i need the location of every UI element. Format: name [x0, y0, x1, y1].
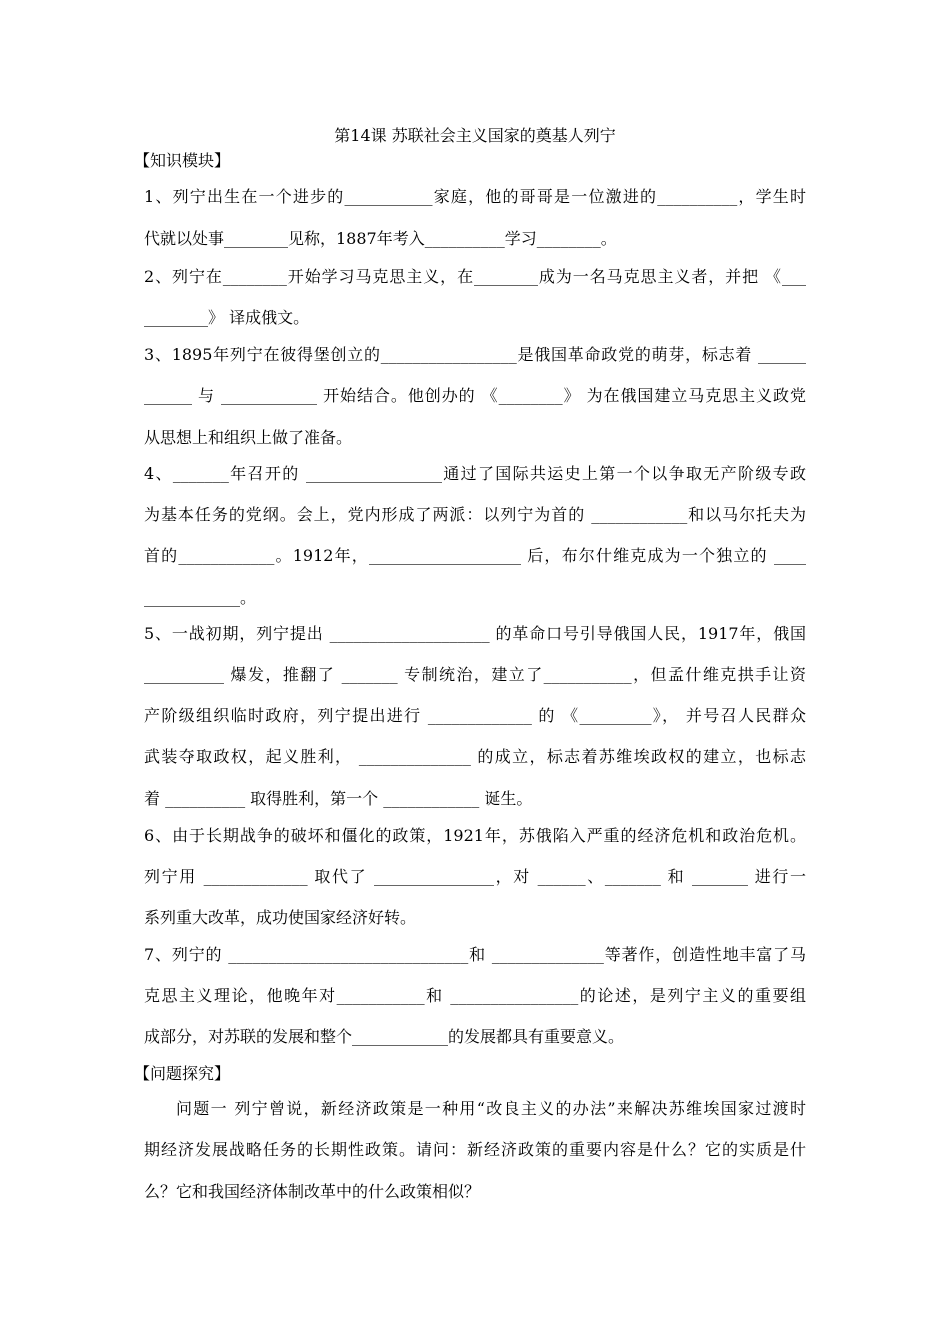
text-line: 从思想上和组织上做了准备。 [144, 428, 353, 447]
text-line: ________》 译成俄文。 [144, 308, 310, 327]
text-line: 列宁用 _____________ 取代了 _______________，对 ______、_______ 和 _______ 进行一 [144, 867, 806, 886]
text-line: 6、由于长期战争的破坏和僵化的政策，1921年，苏俄陷入严重的经济危机和政治危机。 [144, 826, 806, 845]
text-line: ______ 与 ____________ 开始结合。他创办的 《________》 为在俄国建立马克思主义政党 [144, 386, 806, 405]
text-line: 武装夺取政权，起义胜利， ______________ 的成立，标志着苏维埃政权的建立，也标志 [144, 747, 806, 766]
text-line: 为基本任务的党纲。会上，党内形成了两派：以列宁为首的 ____________和以马尔托夫为 [144, 505, 806, 524]
text-line: 代就以处事________见称，1887年考入__________学习________。 [144, 229, 617, 248]
text-line: 系列重大改革，成功使国家经济好转。 [144, 908, 417, 927]
text-line: 1、列宁出生在一个进步的___________家庭，他的哥哥是一位激进的__________，学生时 [144, 187, 806, 206]
question-line: 期经济发展战略任务的长期性政策。请问：新经济政策的重要内容是什么？它的实质是什 [144, 1140, 806, 1159]
text-line: 4、_______年召开的 _________________通过了国际共运史上第一个以争取无产阶级专政 [144, 464, 806, 483]
text-line: 5、一战初期，列宁提出 ____________________ 的革命口号引导俄国人民，1917年，俄国 [144, 624, 806, 643]
text-line: __________ 爆发，推翻了 _______ 专制统治，建立了___________，但孟什维克拱手让资 [144, 665, 806, 684]
text-line: 产阶级组织临时政府，列宁提出进行 _____________ 的 《_________》， 并号召人民群众 [144, 706, 806, 725]
text-line: 首的____________。1912年，___________________ 后，布尔什维克成为一个独立的 ____ [144, 546, 806, 565]
text-line: 7、列宁的 ______________________________和 ______________等著作，创造性地丰富了马 [144, 945, 806, 964]
page-title: 第14课 苏联社会主义国家的奠基人列宁 [334, 126, 616, 145]
question-line: 么？它和我国经济体制改革中的什么政策相似？ [144, 1182, 481, 1201]
text-line: 成部分，对苏联的发展和整个____________的发展都具有重要意义。 [144, 1027, 625, 1046]
text-line: 2、列宁在________开始学习马克思主义，在________成为一名马克思主义者，并把 《___ [144, 267, 806, 286]
text-line: ____________。 [144, 588, 257, 607]
question-line: 问题一 列宁曾说，新经济政策是一种用“改良主义的办法”来解决苏维埃国家过渡时 [176, 1099, 806, 1118]
section-heading-questions: 【问题探究】 [134, 1064, 231, 1083]
text-line: 着 __________ 取得胜利，第一个 ____________ 诞生。 [144, 789, 533, 808]
text-line: 3、1895年列宁在彼得堡创立的_________________是俄国革命政党的萌芽，标志着 ______ [144, 345, 806, 364]
section-heading-knowledge: 【知识模块】 [134, 151, 231, 170]
text-line: 克思主义理论，他晚年对___________和 ________________的论述，是列宁主义的重要组 [144, 986, 806, 1005]
